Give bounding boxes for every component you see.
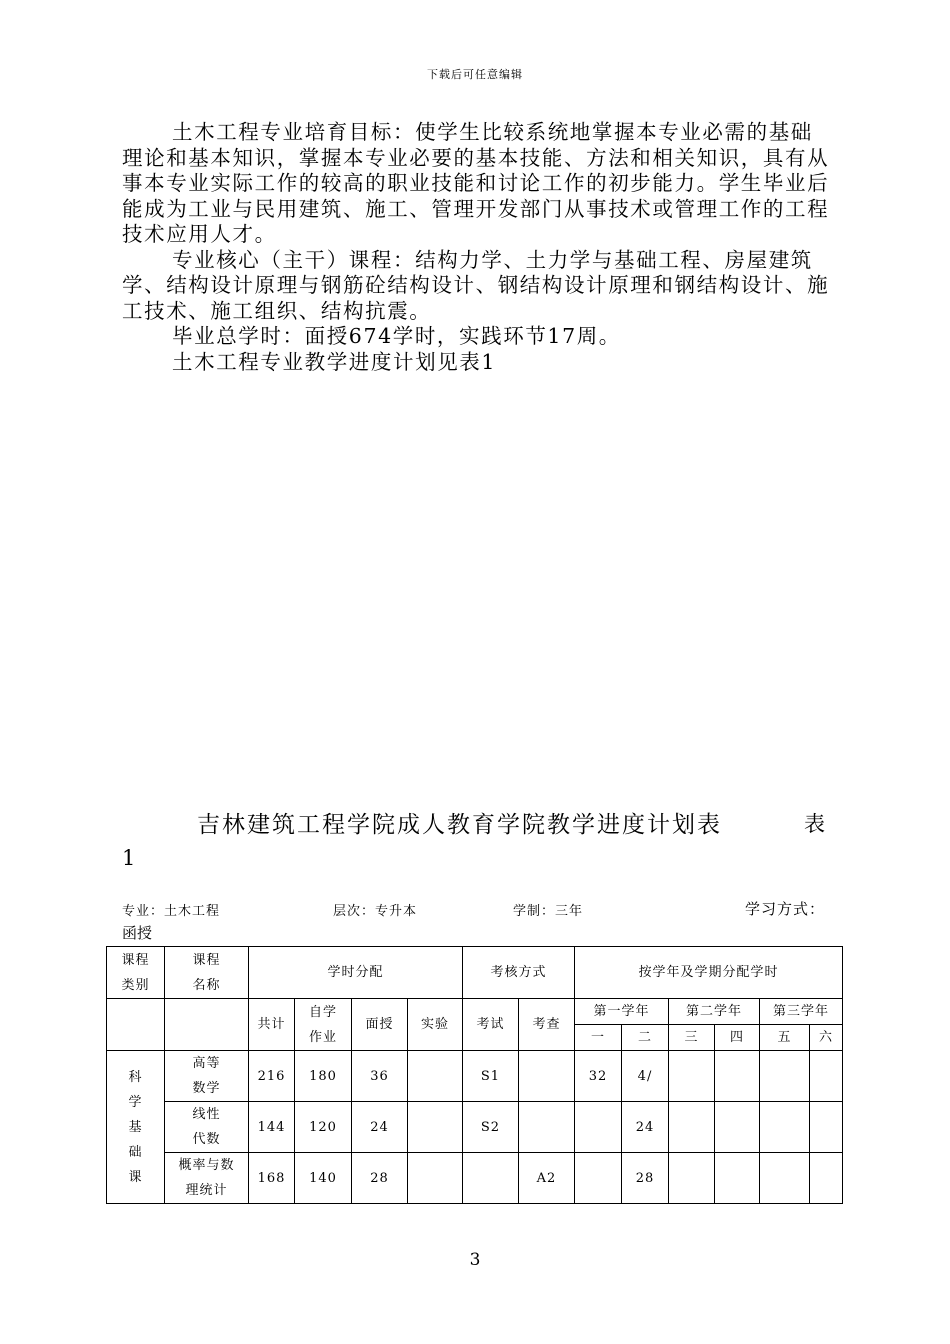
header-exam-method: 考核方式 [463,947,575,999]
cell-sem-1 [575,1153,622,1204]
cell-sem-5 [760,1051,810,1102]
category-cell: 科 学 基 础 课 [107,1051,165,1204]
header-blank-name [165,999,249,1051]
paragraph-objective: 土木工程专业培育目标：使学生比较系统地掌握本专业必需的基础理论和基本知识，掌握本专业必要的基本技能、方法和相关知识，具有从事本专业实际工作的较高的职业技能和讨论工作的初步能力。学生毕业后能成为工业与民用建筑、施工、管理开发部门从事技术或管理工作的工程技术应用人才。 [122,120,830,246]
cell-assessment: A2 [519,1153,575,1204]
cell-sem-3 [669,1153,715,1204]
table-row [107,1153,843,1204]
header-year-1: 第一学年 [575,999,669,1025]
header-sem-6: 六 [810,1025,843,1051]
header-assessment: 考查 [519,999,575,1051]
paragraph-core-courses: 专业核心（主干）课程：结构力学、土力学与基础工程、房屋建筑学、结构设计原理与钢筋砼结构设计、钢结构设计原理和钢结构设计、施工技术、施工组织、结构抗震。 [122,247,830,323]
cell-sem-1 [575,1102,622,1153]
cell-sem-4 [715,1051,760,1102]
cell-sem-6 [810,1102,843,1153]
header-exam: 考试 [463,999,519,1051]
header-category: 课程 类别 [107,947,165,999]
header-sem-2: 二 [622,1025,669,1051]
header-lab: 实验 [408,999,463,1051]
cell-total: 168 [249,1153,295,1204]
cell-self-study: 180 [295,1051,352,1102]
table-row [107,1051,843,1102]
table-row [107,1102,843,1153]
cell-sem-4 [715,1153,760,1204]
cell-lab [408,1051,463,1102]
table-title-biao: 表 [804,812,825,836]
cell-sem-2: 24 [622,1102,669,1153]
cell-sem-4 [715,1102,760,1153]
cell-exam [463,1153,519,1204]
meta-major: 专业：土木工程 [122,904,221,919]
cell-sem-5 [760,1153,810,1204]
cell-total: 216 [249,1051,295,1102]
meta-mode-value: 函授 [122,924,153,942]
teaching-plan-table [106,946,843,1204]
cell-exam: S2 [463,1102,519,1153]
meta-level: 层次：专升本 [333,904,418,919]
header-sem-4: 四 [715,1025,760,1051]
cell-assessment [519,1051,575,1102]
header-total: 共计 [249,999,295,1051]
header-sem-3: 三 [669,1025,715,1051]
header-sem-1: 一 [575,1025,622,1051]
header-row-2 [107,999,843,1025]
header-semester-hours: 按学年及学期分配学时 [575,947,843,999]
cell-sem-1: 32 [575,1051,622,1102]
cell-total: 144 [249,1102,295,1153]
table-title: 吉林建筑工程学院成人教育学院教学进度计划表 [197,812,722,838]
header-row-1 [107,947,843,999]
cell-exam: S1 [463,1051,519,1102]
paragraph-total-hours: 毕业总学时：面授674学时，实践环节17周。 [172,324,621,348]
paragraph-plan-reference: 土木工程专业教学进度计划见表1 [172,349,497,374]
cell-sem-2: 28 [622,1153,669,1204]
cell-face-to-face: 28 [352,1153,408,1204]
cell-lab [408,1153,463,1204]
cell-self-study: 140 [295,1153,352,1204]
header-blank-category [107,999,165,1051]
cell-lab [408,1102,463,1153]
cell-sem-6 [810,1051,843,1102]
header-self-study: 自学 作业 [295,999,352,1051]
cell-self-study: 120 [295,1102,352,1153]
header-sem-5: 五 [760,1025,810,1051]
header-note: 下载后可任意编辑 [427,68,523,81]
cell-sem-6 [810,1153,843,1204]
header-course-name: 课程 名称 [165,947,249,999]
cell-sem-2: 4/ [622,1051,669,1102]
course-name: 概率与数 理统计 [165,1153,249,1204]
header-hours-distribution: 学时分配 [249,947,463,999]
header-year-3: 第三学年 [760,999,843,1025]
cell-sem-5 [760,1102,810,1153]
cell-sem-3 [669,1102,715,1153]
cell-sem-3 [669,1051,715,1102]
cell-assessment [519,1102,575,1153]
course-name: 高等 数学 [165,1051,249,1102]
intro-text [122,120,832,375]
cell-face-to-face: 24 [352,1102,408,1153]
cell-face-to-face: 36 [352,1051,408,1102]
meta-mode-label: 学习方式： [745,900,826,918]
header-year-2: 第二学年 [669,999,760,1025]
table-title-number: 1 [122,846,136,870]
page-number: 3 [469,1250,481,1270]
meta-duration: 学制：三年 [513,904,584,919]
header-face-to-face: 面授 [352,999,408,1051]
course-name: 线性 代数 [165,1102,249,1153]
